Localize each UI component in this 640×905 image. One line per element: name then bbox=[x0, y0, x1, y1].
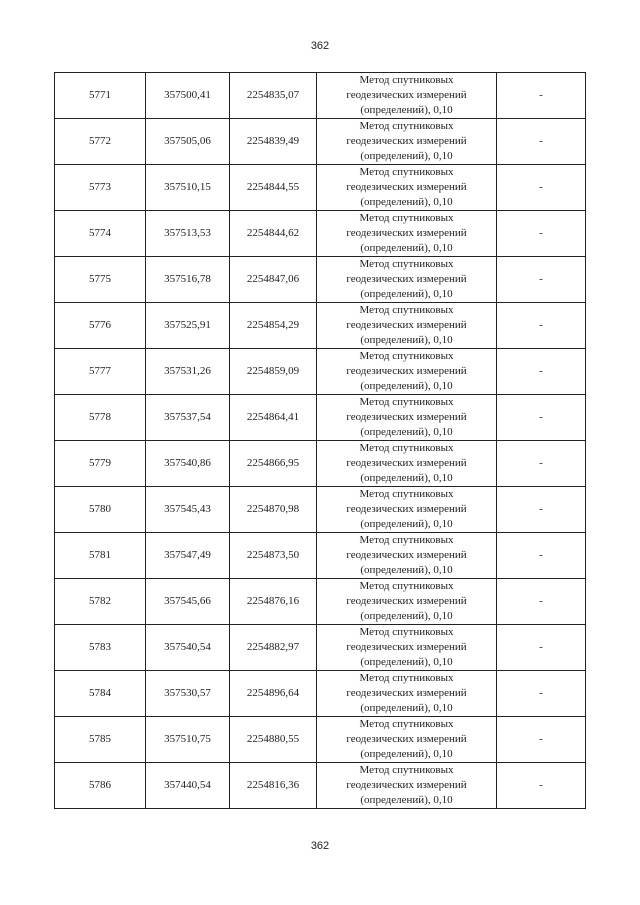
method-line: (определений), 0,10 bbox=[360, 196, 453, 208]
method-cell bbox=[317, 717, 497, 763]
point-number-cell: 5774 bbox=[55, 211, 146, 257]
method-line: геодезических измерений bbox=[346, 595, 467, 607]
x-coordinate-cell: 357516,78 bbox=[146, 257, 230, 303]
note-cell: - bbox=[497, 395, 586, 441]
method-cell bbox=[317, 441, 497, 487]
method-line: (определений), 0,10 bbox=[360, 288, 453, 300]
method-line: Метод спутниковых bbox=[359, 442, 454, 454]
method-line: Метод спутниковых bbox=[359, 74, 454, 86]
method-line: Метод спутниковых bbox=[359, 580, 454, 592]
method-cell bbox=[317, 257, 497, 303]
method-line: (определений), 0,10 bbox=[360, 426, 453, 438]
note-cell: - bbox=[497, 671, 586, 717]
y-coordinate-cell: 2254880,55 bbox=[230, 717, 317, 763]
table-row bbox=[55, 349, 586, 395]
x-coordinate-cell: 357540,86 bbox=[146, 441, 230, 487]
y-coordinate-cell: 2254896,64 bbox=[230, 671, 317, 717]
method-line: Метод спутниковых bbox=[359, 718, 454, 730]
y-coordinate-cell: 2254876,16 bbox=[230, 579, 317, 625]
point-number-cell: 5773 bbox=[55, 165, 146, 211]
table-row bbox=[55, 303, 586, 349]
x-coordinate-cell: 357537,54 bbox=[146, 395, 230, 441]
y-coordinate-cell: 2254844,55 bbox=[230, 165, 317, 211]
method-line: геодезических измерений bbox=[346, 457, 467, 469]
table-row bbox=[55, 579, 586, 625]
method-line: (определений), 0,10 bbox=[360, 150, 453, 162]
method-cell bbox=[317, 211, 497, 257]
note-cell: - bbox=[497, 717, 586, 763]
method-line: геодезических измерений bbox=[346, 687, 467, 699]
method-line: (определений), 0,10 bbox=[360, 794, 453, 806]
table-row bbox=[55, 211, 586, 257]
note-cell: - bbox=[497, 763, 586, 809]
method-line: (определений), 0,10 bbox=[360, 656, 453, 668]
y-coordinate-cell: 2254835,07 bbox=[230, 73, 317, 119]
method-line: Метод спутниковых bbox=[359, 626, 454, 638]
x-coordinate-cell: 357540,54 bbox=[146, 625, 230, 671]
table-row bbox=[55, 487, 586, 533]
method-cell bbox=[317, 487, 497, 533]
method-line: геодезических измерений bbox=[346, 549, 467, 561]
y-coordinate-cell: 2254882,97 bbox=[230, 625, 317, 671]
y-coordinate-cell: 2254844,62 bbox=[230, 211, 317, 257]
point-number-cell: 5777 bbox=[55, 349, 146, 395]
note-cell: - bbox=[497, 349, 586, 395]
point-number-cell: 5781 bbox=[55, 533, 146, 579]
method-line: Метод спутниковых bbox=[359, 534, 454, 546]
method-line: Метод спутниковых bbox=[359, 672, 454, 684]
x-coordinate-cell: 357510,15 bbox=[146, 165, 230, 211]
method-line: (определений), 0,10 bbox=[360, 334, 453, 346]
x-coordinate-cell: 357505,06 bbox=[146, 119, 230, 165]
point-number-cell: 5772 bbox=[55, 119, 146, 165]
method-cell bbox=[317, 73, 497, 119]
point-number-cell: 5776 bbox=[55, 303, 146, 349]
table-row bbox=[55, 717, 586, 763]
x-coordinate-cell: 357530,57 bbox=[146, 671, 230, 717]
note-cell: - bbox=[497, 487, 586, 533]
method-line: геодезических измерений bbox=[346, 227, 467, 239]
table-row bbox=[55, 165, 586, 211]
x-coordinate-cell: 357513,53 bbox=[146, 211, 230, 257]
point-number-cell: 5786 bbox=[55, 763, 146, 809]
y-coordinate-cell: 2254873,50 bbox=[230, 533, 317, 579]
method-cell bbox=[317, 533, 497, 579]
table-row bbox=[55, 625, 586, 671]
method-line: Метод спутниковых bbox=[359, 258, 454, 270]
y-coordinate-cell: 2254847,06 bbox=[230, 257, 317, 303]
x-coordinate-cell: 357531,26 bbox=[146, 349, 230, 395]
note-cell: - bbox=[497, 625, 586, 671]
table-row bbox=[55, 73, 586, 119]
y-coordinate-cell: 2254866,95 bbox=[230, 441, 317, 487]
y-coordinate-cell: 2254816,36 bbox=[230, 763, 317, 809]
note-cell: - bbox=[497, 441, 586, 487]
method-cell bbox=[317, 119, 497, 165]
method-line: геодезических измерений bbox=[346, 135, 467, 147]
method-line: Метод спутниковых bbox=[359, 488, 454, 500]
method-cell bbox=[317, 303, 497, 349]
method-line: (определений), 0,10 bbox=[360, 104, 453, 116]
method-line: Метод спутниковых bbox=[359, 350, 454, 362]
method-line: геодезических измерений bbox=[346, 273, 467, 285]
method-line: Метод спутниковых bbox=[359, 764, 454, 776]
x-coordinate-cell: 357440,54 bbox=[146, 763, 230, 809]
note-cell: - bbox=[497, 73, 586, 119]
method-line: геодезических измерений bbox=[346, 319, 467, 331]
method-line: геодезических измерений bbox=[346, 89, 467, 101]
method-line: геодезических измерений bbox=[346, 503, 467, 515]
method-line: Метод спутниковых bbox=[359, 396, 454, 408]
method-line: Метод спутниковых bbox=[359, 166, 454, 178]
method-cell bbox=[317, 165, 497, 211]
x-coordinate-cell: 357525,91 bbox=[146, 303, 230, 349]
note-cell: - bbox=[497, 303, 586, 349]
point-number-cell: 5778 bbox=[55, 395, 146, 441]
point-number-cell: 5785 bbox=[55, 717, 146, 763]
method-line: Метод спутниковых bbox=[359, 212, 454, 224]
method-cell bbox=[317, 579, 497, 625]
method-line: геодезических измерений bbox=[346, 733, 467, 745]
point-number-cell: 5783 bbox=[55, 625, 146, 671]
y-coordinate-cell: 2254870,98 bbox=[230, 487, 317, 533]
note-cell: - bbox=[497, 119, 586, 165]
y-coordinate-cell: 2254854,29 bbox=[230, 303, 317, 349]
y-coordinate-cell: 2254864,41 bbox=[230, 395, 317, 441]
method-cell bbox=[317, 625, 497, 671]
table-body bbox=[55, 73, 586, 809]
x-coordinate-cell: 357500,41 bbox=[146, 73, 230, 119]
method-cell bbox=[317, 763, 497, 809]
table-row bbox=[55, 671, 586, 717]
table-row bbox=[55, 533, 586, 579]
method-line: Метод спутниковых bbox=[359, 304, 454, 316]
header-page-number: 362 bbox=[310, 40, 330, 52]
method-line: (определений), 0,10 bbox=[360, 748, 453, 760]
method-line: геодезических измерений bbox=[346, 779, 467, 791]
table-row bbox=[55, 441, 586, 487]
method-line: геодезических измерений bbox=[346, 181, 467, 193]
x-coordinate-cell: 357547,49 bbox=[146, 533, 230, 579]
method-cell bbox=[317, 349, 497, 395]
point-number-cell: 5771 bbox=[55, 73, 146, 119]
y-coordinate-cell: 2254839,49 bbox=[230, 119, 317, 165]
method-line: (определений), 0,10 bbox=[360, 518, 453, 530]
note-cell: - bbox=[497, 533, 586, 579]
method-line: Метод спутниковых bbox=[359, 120, 454, 132]
method-line: геодезических измерений bbox=[346, 365, 467, 377]
note-cell: - bbox=[497, 579, 586, 625]
method-line: (определений), 0,10 bbox=[360, 242, 453, 254]
note-cell: - bbox=[497, 257, 586, 303]
method-line: геодезических измерений bbox=[346, 641, 467, 653]
x-coordinate-cell: 357510,75 bbox=[146, 717, 230, 763]
coordinates-table bbox=[54, 72, 586, 809]
method-line: (определений), 0,10 bbox=[360, 564, 453, 576]
point-number-cell: 5782 bbox=[55, 579, 146, 625]
point-number-cell: 5784 bbox=[55, 671, 146, 717]
table-row bbox=[55, 763, 586, 809]
method-cell bbox=[317, 671, 497, 717]
point-number-cell: 5775 bbox=[55, 257, 146, 303]
table-row bbox=[55, 395, 586, 441]
table-row bbox=[55, 257, 586, 303]
note-cell: - bbox=[497, 165, 586, 211]
method-line: геодезических измерений bbox=[346, 411, 467, 423]
method-line: (определений), 0,10 bbox=[360, 380, 453, 392]
y-coordinate-cell: 2254859,09 bbox=[230, 349, 317, 395]
x-coordinate-cell: 357545,43 bbox=[146, 487, 230, 533]
footer-page-number: 362 bbox=[310, 840, 330, 852]
x-coordinate-cell: 357545,66 bbox=[146, 579, 230, 625]
method-line: (определений), 0,10 bbox=[360, 702, 453, 714]
point-number-cell: 5780 bbox=[55, 487, 146, 533]
note-cell: - bbox=[497, 211, 586, 257]
method-cell bbox=[317, 395, 497, 441]
table-row bbox=[55, 119, 586, 165]
method-line: (определений), 0,10 bbox=[360, 610, 453, 622]
point-number-cell: 5779 bbox=[55, 441, 146, 487]
method-line: (определений), 0,10 bbox=[360, 472, 453, 484]
